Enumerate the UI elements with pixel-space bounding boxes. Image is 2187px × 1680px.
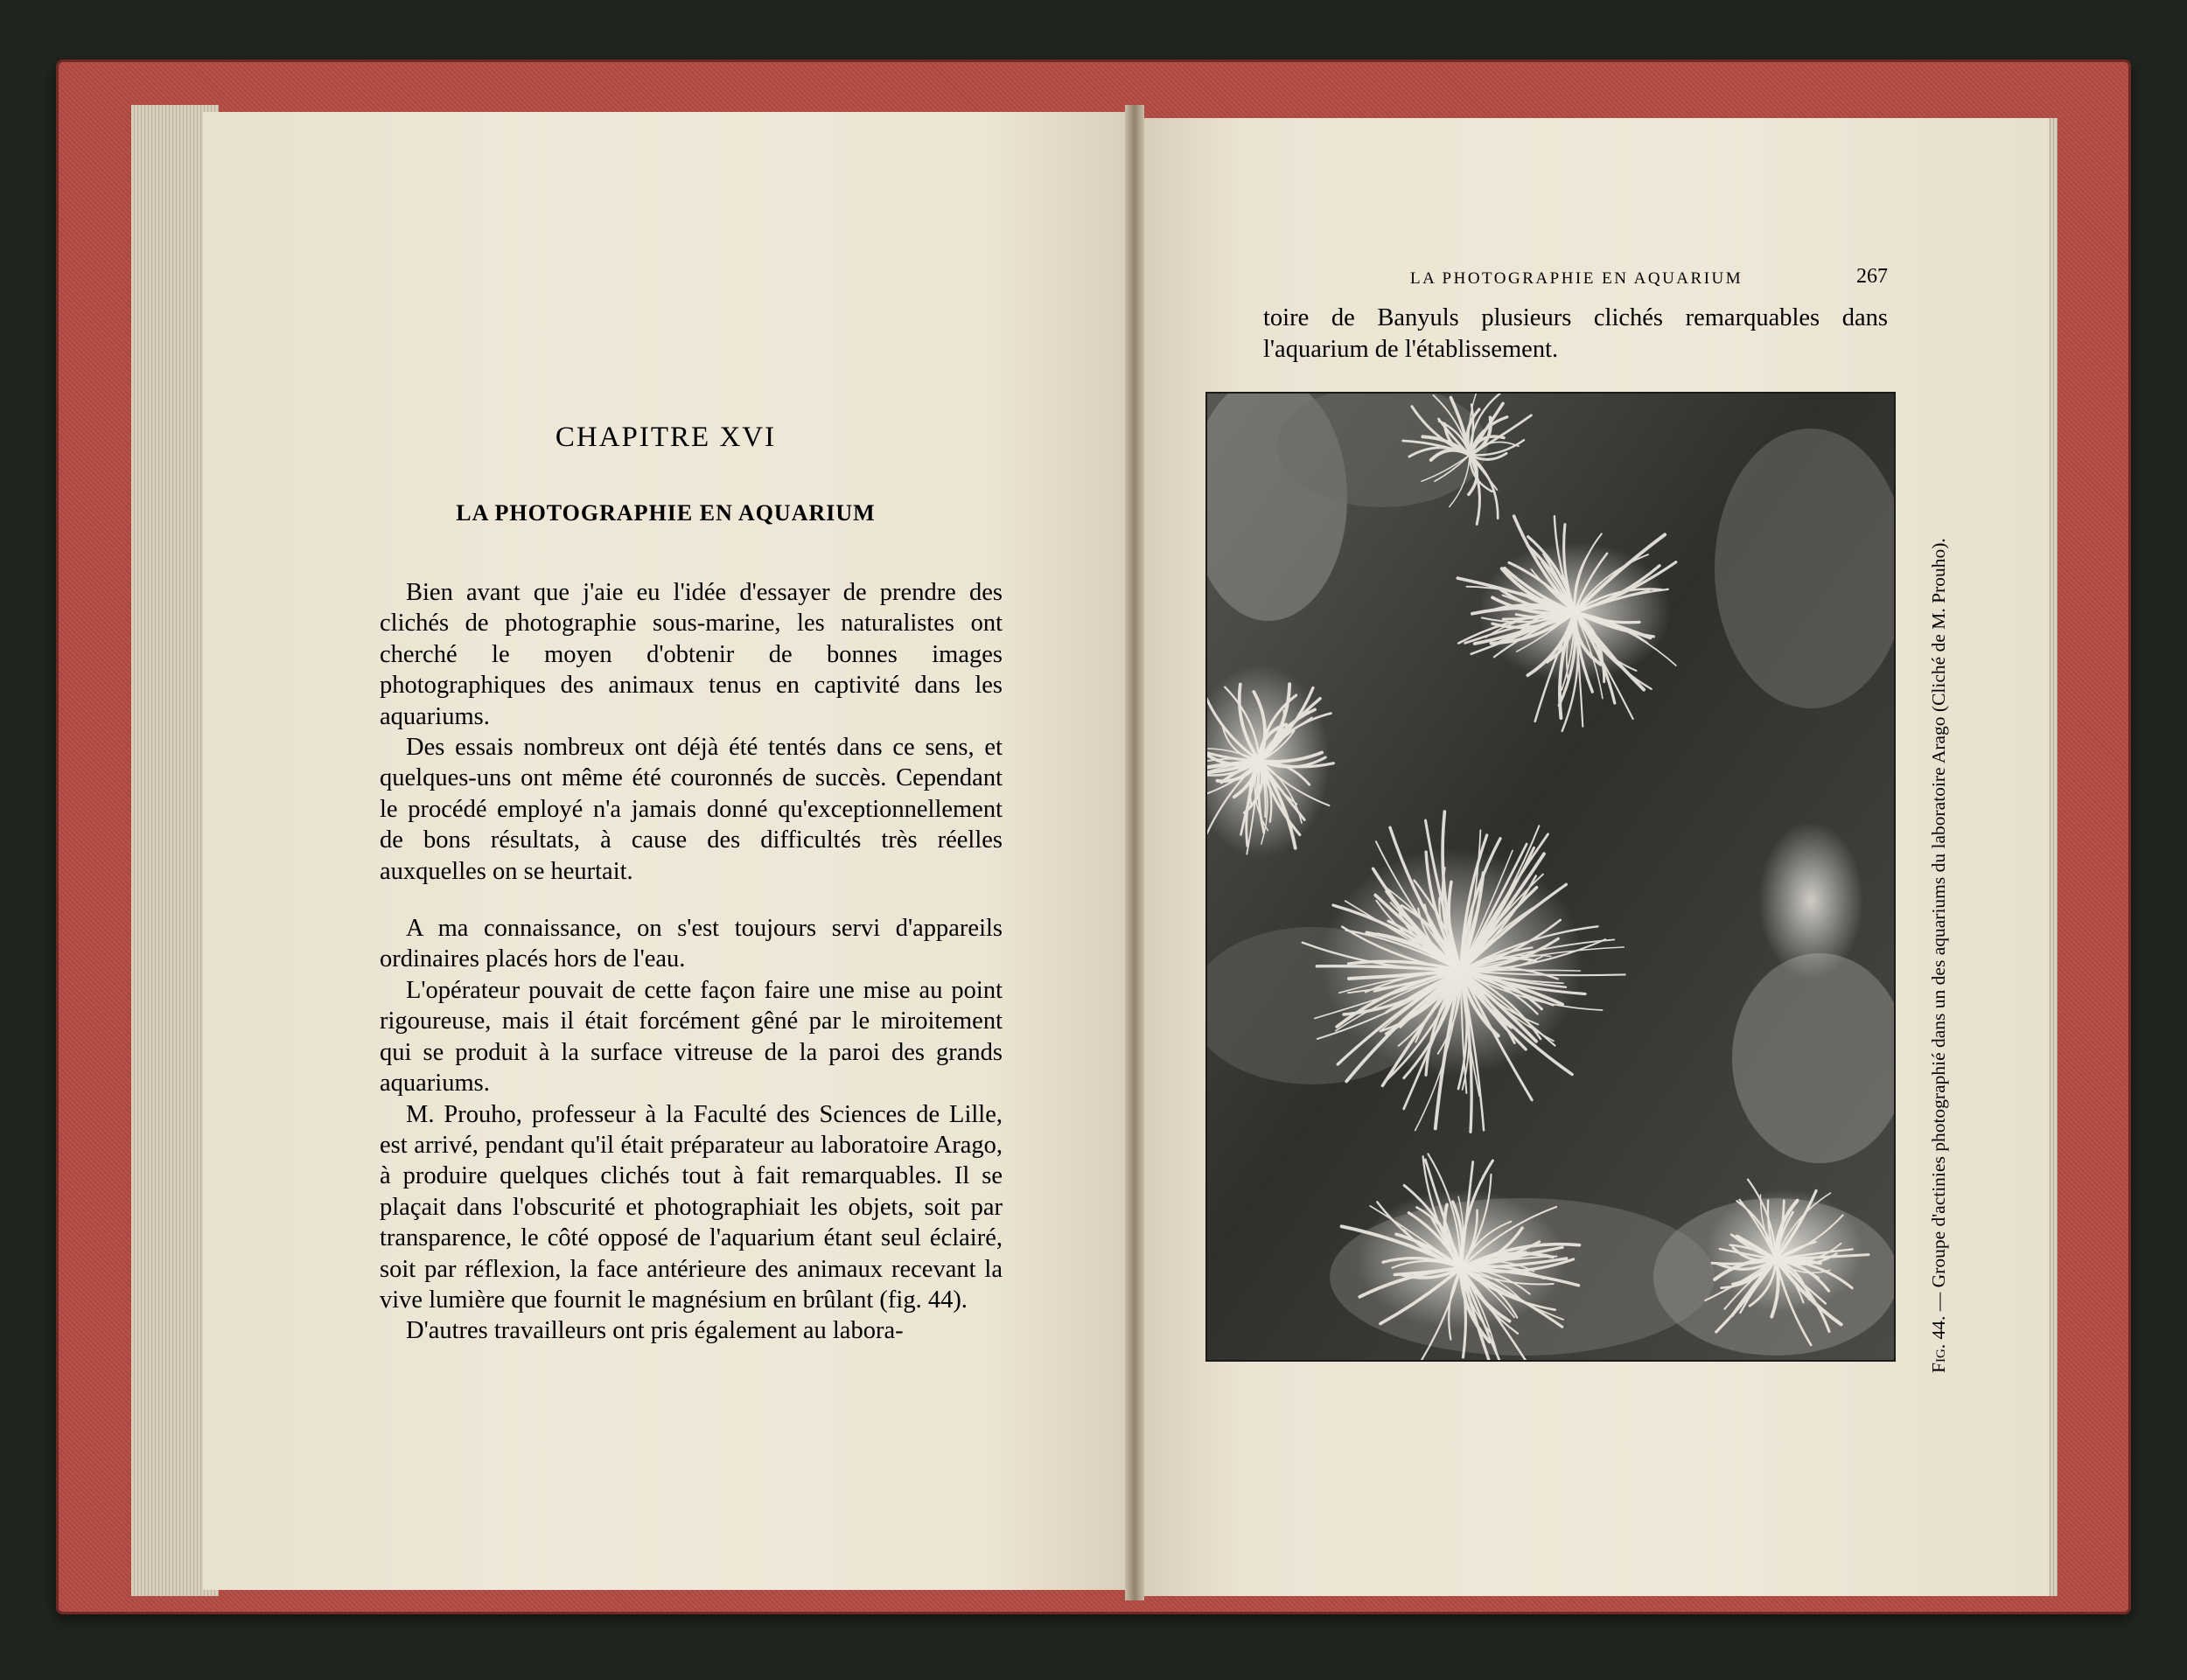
figure-photograph [1207, 394, 1894, 1360]
paragraph: D'autres travailleurs ont pris également au labora- [406, 1317, 904, 1345]
figure-caption-text: — Groupe d'actinies photographié dans un des aquariums du laboratoire Arago (Cliché de M. Prouho). [1928, 538, 1949, 1312]
paragraph: Bien avant que j'aie eu l'idée d'essayer de prendre des clichés de photographie sous-marine, les naturalistes ont cherché le moyen d'obtenir de bonnes images photographiques des animaux tenus en captivité dans les aquariums. [380, 579, 1003, 730]
paragraph: M. Prouho, professeur à la Faculté des Sciences de Lille, est arrivé, pendant qu'il était préparateur au laboratoire Arago, à produire quelques clichés tout à fait remarquables. Il se plaçait dans l'obscurité et photographiait les objets, soit par transparence, le côté opposé de l'aquarium étant seul éclairé, soit par réflexion, la face antérieure des animaux recevant la vive lumière que fournit le magnésium en brûlant (fig. 44). [380, 1100, 1003, 1314]
book-gutter [1125, 105, 1144, 1600]
figure-label: Fig. 44. [1928, 1315, 1949, 1373]
paragraph-continuation: toire de Banyuls plusieurs clichés remarquables dans l'aquarium de l'établissement. [1263, 304, 1888, 363]
paragraph: L'opérateur pouvait de cette façon faire une mise au point rigoureuse, mais il était forcément gêné par le miroitement qui se produit à la surface vitreuse de la paroi des grands aquariums. [380, 976, 1003, 1098]
page-number: 267 [1856, 265, 1888, 288]
paragraph: Des essais nombreux ont déjà été tentés dans ce sens, et quelques-uns ont même été couronnés de succès. Cependant le procédé employé n'a jamais donné qu'exceptionnellement de bons résultats, à cause des difficultés très réelles auxquelles on se heurtait. [380, 734, 1003, 885]
chapter-title: CHAPITRE XVI [555, 422, 777, 453]
sea-anemone-photo [1207, 394, 1894, 1360]
paragraph: A ma connaissance, on s'est toujours servi d'appareils ordinaires placés hors de l'eau. [380, 915, 1003, 973]
running-head: LA PHOTOGRAPHIE EN AQUARIUM [1410, 269, 1743, 288]
figure-caption [1928, 389, 1950, 1373]
left-body-text [380, 577, 1003, 1347]
chapter-subtitle: LA PHOTOGRAPHIE EN AQUARIUM [456, 500, 876, 526]
right-body-text [1263, 303, 1888, 365]
